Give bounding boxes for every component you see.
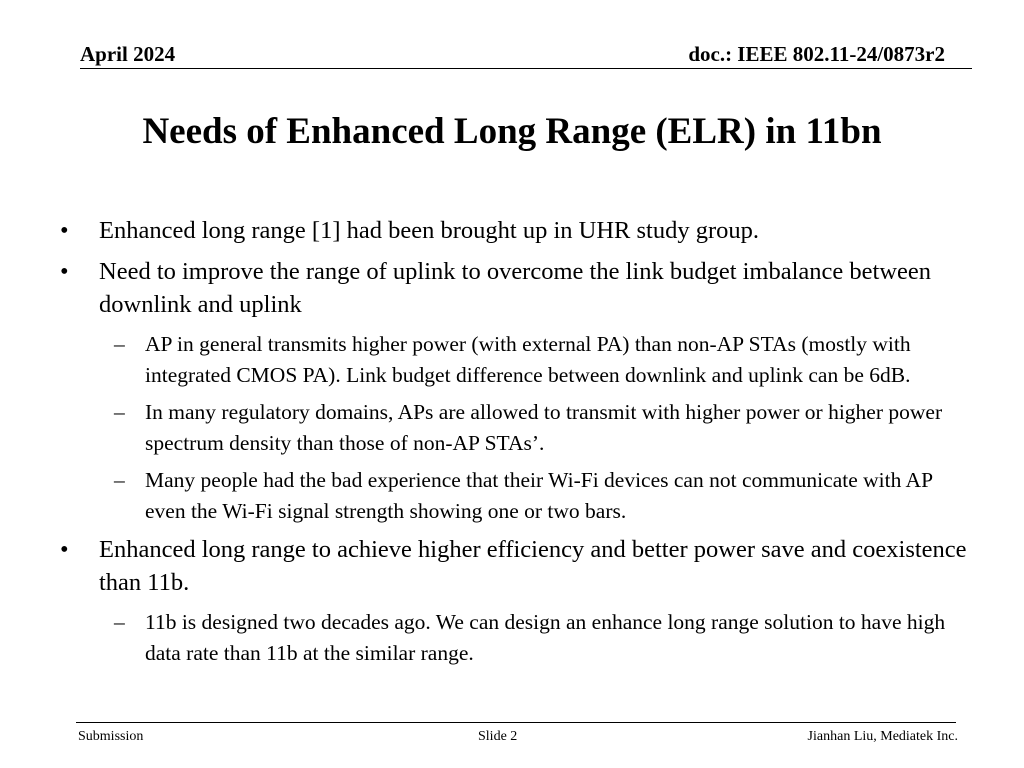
bullet-item: [0, 214, 1024, 247]
bullet-marker: •: [60, 217, 69, 244]
sub-bullet-marker: –: [114, 610, 125, 634]
sub-bullet-text: Many people had the bad experience that their Wi-Fi devices can not communicate with AP even the Wi-Fi signal strength showing one or two bars.: [145, 468, 933, 523]
sub-bullet-marker: –: [114, 400, 125, 424]
sub-bullet-marker: –: [114, 468, 125, 492]
sub-bullet-text: 11b is designed two decades ago. We can design an enhance long range solution to have high data rate than 11b at the similar range.: [145, 610, 946, 665]
bullet-item: [0, 255, 1024, 321]
footer-author: Jianhan Liu, Mediatek Inc.: [807, 729, 958, 744]
footer-divider: [76, 722, 956, 723]
bullet-text: Need to improve the range of uplink to overcome the link budget imbalance between downlink and uplink: [99, 258, 932, 318]
header-date: April 2024: [80, 42, 176, 66]
header-doc-id: doc.: IEEE 802.11-24/0873r2: [688, 42, 945, 66]
sub-bullet-text: AP in general transmits higher power (with external PA) than non-AP STAs (mostly with integrated CMOS PA). Link budget difference between downlink and uplink can be 6dB.: [145, 332, 911, 387]
footer-submission: Submission: [78, 729, 144, 744]
bullet-marker: •: [60, 258, 69, 285]
header-divider: [80, 68, 972, 69]
sub-bullet-item: [0, 607, 1024, 669]
slide-body: [0, 214, 1024, 675]
sub-bullet-item: [0, 329, 1024, 391]
sub-bullet-item: [0, 465, 1024, 527]
bullet-text: Enhanced long range to achieve higher efficiency and better power save and coexistence than 11b.: [99, 536, 967, 596]
sub-bullet-marker: –: [114, 332, 125, 356]
footer-slide-number: Slide 2: [478, 729, 518, 744]
bullet-marker: •: [60, 536, 69, 563]
slide-title: Needs of Enhanced Long Range (ELR) in 11bn: [142, 111, 882, 152]
sub-bullet-item: [0, 397, 1024, 459]
bullet-item: [0, 533, 1024, 599]
sub-bullet-text: In many regulatory domains, APs are allowed to transmit with higher power or higher power spectrum density than those of non-AP STAs’.: [145, 400, 943, 455]
bullet-text: Enhanced long range [1] had been brought up in UHR study group.: [99, 217, 759, 244]
